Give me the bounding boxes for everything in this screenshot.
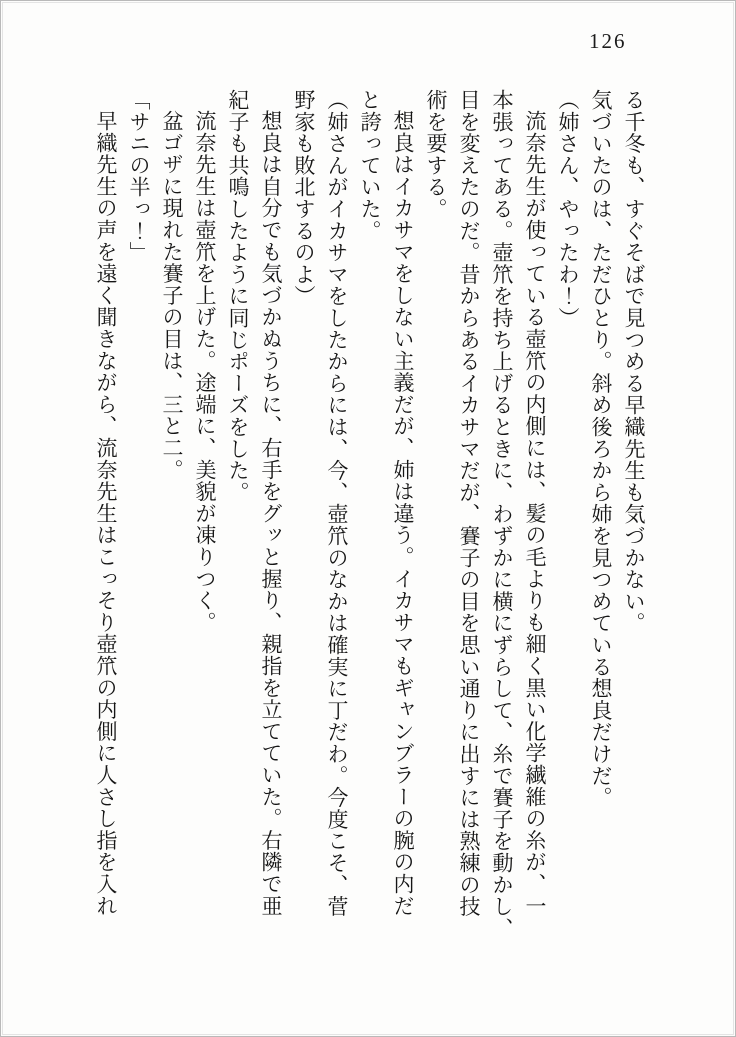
text-column: 野家も敗北するのよ） <box>292 89 316 307</box>
text-column: （姉さんがイカサマをしたからには、今、壺笊のなかは確実に丁だわ。今度こそ、菅 <box>325 89 349 918</box>
text-block <box>89 89 650 940</box>
text-column: 早織先生の声を遠く聞きながら、流奈先生はこっそり壺笊の内側に人さし指を入れ <box>94 110 118 917</box>
text-column: 術を要する。 <box>424 89 448 220</box>
text-column: 紀子も共鳴したように同じポーズをした。 <box>226 89 250 504</box>
text-column: 盆ゴザに現れた賽子の目は、三と二。 <box>160 110 184 481</box>
text-column: 気づいたのは、ただひとり。斜め後ろから姉を見つめている想良だけだ。 <box>589 89 613 809</box>
text-column: （姉さん、やったわ！） <box>556 89 580 329</box>
text-column: 本張ってある。壺笊を持ち上げるときに、わずかに横にずらして、糸で賽子を動かし、 <box>490 89 514 940</box>
text-column: 「サニの半っ！」 <box>127 89 151 264</box>
page-number: 126 <box>589 29 627 53</box>
text-column: 流奈先生は壺笊を上げた。途端に、美貌が凍りつく。 <box>193 110 217 634</box>
text-column: と誇っていた。 <box>358 89 382 242</box>
text-column: る千冬も、すぐそばで見つめる早織先生も気づかない。 <box>622 89 646 634</box>
text-column: 目を変えたのだ。昔からあるイカサマだが、賽子の目を思い通りに出すには熟練の技 <box>457 89 481 918</box>
text-column: 想良は自分でも気づかぬうちに、右手をグッと握り、親指を立てていた。右隣で亜 <box>259 110 283 917</box>
text-column: 流奈先生が使っている壺笊の内側には、髪の毛よりも細く黒い化学繊維の糸が、一 <box>523 110 547 917</box>
text-column: 想良はイカサマをしない主義だが、姉は違う。イカサマもギャンブラーの腕の内だ <box>391 110 415 917</box>
